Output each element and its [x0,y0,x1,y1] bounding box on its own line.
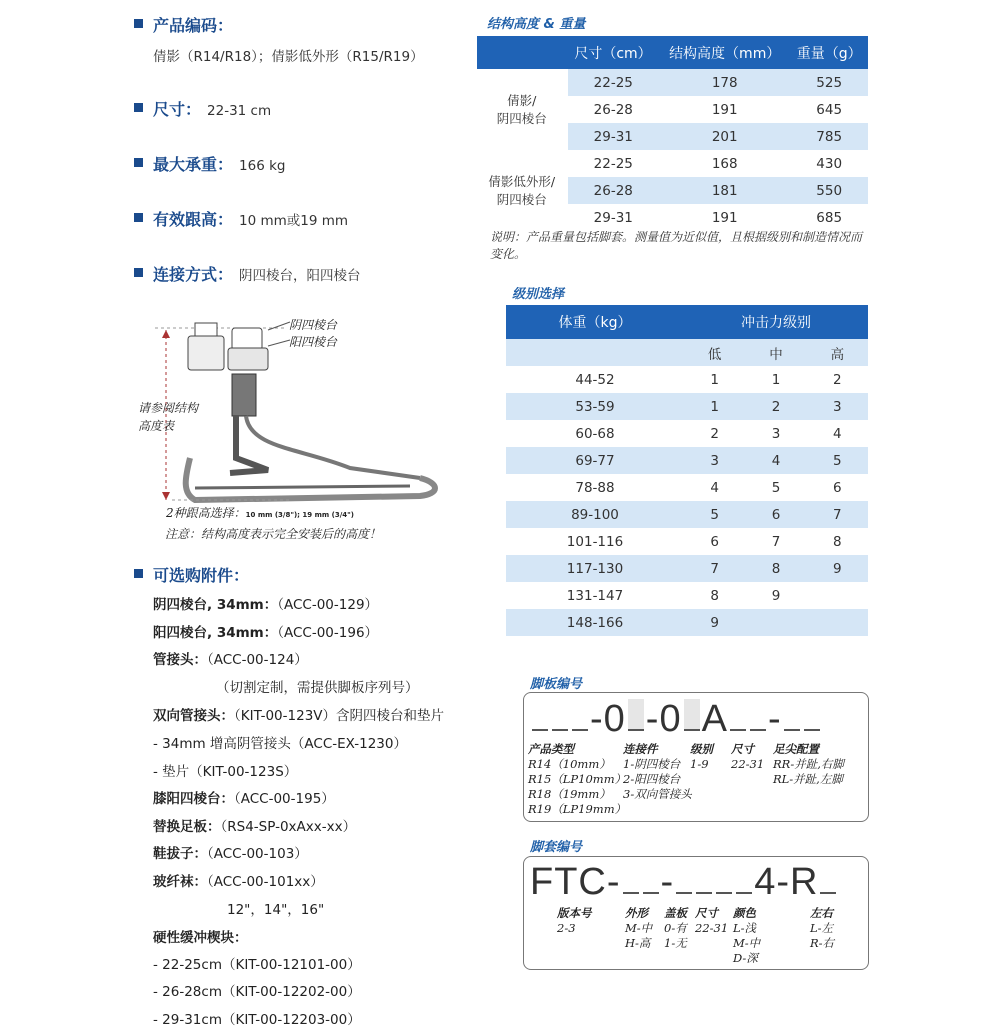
foot-cat-label: 级别 1-9 [690,742,713,771]
table-cell: 168 [711,155,738,172]
bullet-icon [134,19,143,28]
accessory-item: 膝阳四棱台：（ACC-00-195） [153,791,335,807]
table-cell: 785 [816,128,843,145]
table-cell: 89-100 [571,506,619,523]
table-cell: 29-31 [593,209,633,226]
table-cell: 6 [833,479,842,496]
table-cell: 4 [771,452,781,469]
category-table [506,305,868,636]
subheader-blank [506,339,684,366]
accessories-title: 可选购附件： [153,566,250,585]
product-code-label: 产品编码： [153,16,234,35]
cover-side-label: 左右 L-左 R-右 [810,906,835,950]
cover-plate-label: 盖板 0-有 1-无 [664,906,687,950]
accessory-item: 双向管接头：（KIT-00-123V）含阴四棱台和垫片 [153,708,445,724]
subheader-mid: 中 [769,346,783,363]
table-cell: 26-28 [593,101,633,118]
table-cell: 181 [711,182,738,199]
accessory-item: - 22-25cm（KIT-00-12101-00） [153,957,361,973]
accessory-item: 12"，14"，16" [227,902,325,918]
group-label: 倩影/ 阴四棱台 [477,69,567,150]
table-cell: 60-68 [575,425,615,442]
table-cell: 7 [771,533,781,550]
table-cell: 1 [771,371,781,388]
table-cell: 201 [711,128,738,145]
table-cell: 78-88 [575,479,615,496]
accessory-item: 管接头：（ACC-00-124） [153,652,308,668]
table-cell: 5 [833,452,842,469]
table-cell: 2 [771,398,781,415]
table-cell: 3 [710,452,719,469]
table-row [477,150,868,177]
bullet-icon [134,103,143,112]
table-cell: 685 [816,209,843,226]
table-cell: 178 [711,74,738,91]
table-row [506,582,868,609]
cover-size-label: 尺寸 22-31 [695,906,729,935]
table-row [506,474,868,501]
table-cell: 6 [771,506,781,523]
heel-height-spec: 有效跟高： 10 mm或19 mm [153,210,349,229]
table-cell [807,609,868,636]
table-row [506,609,868,636]
table-cell: 2 [833,371,842,388]
connection-spec: 连接方式： 阴四棱台，阳四棱台 [153,265,361,284]
height-weight-table [477,36,868,231]
subheader-high: 高 [830,346,845,363]
table-note: 说明：产品重量包括脚套。测量值为近似值，且根据级别和制造情况而变化。 [490,230,863,261]
cover-shape-label: 外形 M-中 H-高 [625,906,653,950]
table-cell: 645 [816,101,843,118]
table-cell: 148-166 [566,614,624,631]
accessory-item: （切割定制，需提供脚板序列号） [216,680,419,696]
foot-toe-label: 足尖配置 RR-并趾,右脚 RL-并趾,左脚 [773,742,844,786]
height-table-title: 结构高度 & 重量 [487,17,586,32]
table-cell: 53-59 [575,398,615,415]
header-size: 尺寸（cm） [567,36,659,69]
table-cell: 131-147 [566,587,624,604]
table-row [506,420,868,447]
table-cell: 9 [710,614,719,631]
table-cell: 44-52 [575,371,615,388]
accessory-item: 硬性缓冲楔块： [153,930,248,946]
table-cell: 191 [711,209,738,226]
foot-code-pattern: -0 -0 A - [530,698,822,741]
bullet-icon [134,158,143,167]
table-cell: 9 [833,560,842,577]
header-impact: 冲击力级别 [684,305,868,339]
table-cell: 1 [710,398,719,415]
male-pyramid-label: 阳四棱台 [289,335,338,349]
diagram-note: 注意：结构高度表示完全安装后的高度！ [165,527,382,541]
table-cell: 22-25 [593,74,633,91]
table-cell: 117-130 [566,560,624,577]
accessory-item: 阳四棱台, 34mm：（ACC-00-196） [153,625,379,641]
table-row [506,393,868,420]
accessory-item: - 26-28cm（KIT-00-12202-00） [153,984,361,1000]
max-load-spec: 最大承重： 166 kg [153,155,286,174]
table-row [477,69,868,96]
female-pyramid-label: 阴四棱台 [289,318,338,332]
table-cell: 3 [771,425,781,442]
table-cell: 8 [771,560,781,577]
cover-ver-label: 版本号 2-3 [557,906,592,935]
header-height: 结构高度（mm） [659,36,790,69]
foot-type-label: 产品类型 R14（10mm） R15（LP10mm） R18（19mm） R19（LP19mm） [528,742,627,816]
foot-code-title: 脚板编号 [530,677,583,692]
subheader-low: 低 [707,346,722,363]
see-table-label: 请参阅结构高度表 [138,401,199,433]
heel-options-label: 2种跟高选择：10 mm (3/8"); 19 mm (3/4") [166,506,354,520]
table-cell: 29-31 [593,128,633,145]
product-code-value: 倩影（R14/R18）；倩影低外形（R15/R19） [153,49,424,65]
bullet-icon [134,213,143,222]
cover-color-label: 颜色 L-浅 M-中 D-深 [733,906,761,965]
table-cell: 8 [710,587,719,604]
accessory-item: 玻纤袜：（ACC-00-101xx） [153,874,324,890]
table-cell: 1 [710,371,719,388]
accessory-item: 阴四棱台, 34mm：（ACC-00-129） [153,597,379,613]
accessory-item: 替换足板：（RS4-SP-0xAxx-xx） [153,819,357,835]
table-row [506,555,868,582]
table-row [506,447,868,474]
category-table-title: 级别选择 [512,287,565,302]
table-cell [807,582,868,609]
table-cell: 8 [833,533,842,550]
bullet-icon [134,569,143,578]
table-cell: 2 [710,425,719,442]
table-cell [745,609,806,636]
table-cell: 5 [710,506,719,523]
table-cell: 22-25 [593,155,633,172]
table-row [506,528,868,555]
table-cell: 525 [816,74,843,91]
bullet-icon [134,268,143,277]
table-cell: 9 [771,587,781,604]
table-row [506,366,868,393]
table-cell: 550 [816,182,843,199]
header-weight: 重量（g） [790,36,868,69]
foot-size-label: 尺寸 22-31 [731,742,765,771]
table-cell: 430 [816,155,843,172]
table-row [506,501,868,528]
table-cell: 6 [710,533,719,550]
table-cell: 3 [833,398,842,415]
accessory-item: - 34mm 增高阴管接头（ACC-EX-1230） [153,736,407,752]
foot-conn-label: 连接件 1-阴四棱台 2-阳四棱台 3-双向管接头 [623,742,692,801]
table-cell: 4 [833,425,842,442]
table-cell: 5 [771,479,781,496]
header-blank [477,36,567,69]
table-cell: 4 [710,479,719,496]
group-label: 倩影低外形/ 阴四棱台 [477,150,567,231]
cover-code-title: 脚套编号 [530,840,583,855]
table-cell: 191 [711,101,738,118]
cover-code-pattern: FTC- - 4-R [530,861,838,904]
accessory-item: 鞋拔子：（ACC-00-103） [153,846,308,862]
size-spec: 尺寸： 22-31 cm [153,100,272,119]
table-cell: 101-116 [566,533,624,550]
table-cell: 26-28 [593,182,633,199]
header-weight: 体重（kg） [506,305,684,339]
accessory-item: - 29-31cm（KIT-00-12203-00） [153,1012,361,1028]
table-cell: 69-77 [575,452,615,469]
table-cell: 7 [833,506,842,523]
accessory-item: - 垫片（KIT-00-123S） [153,764,298,780]
table-cell: 7 [710,560,719,577]
